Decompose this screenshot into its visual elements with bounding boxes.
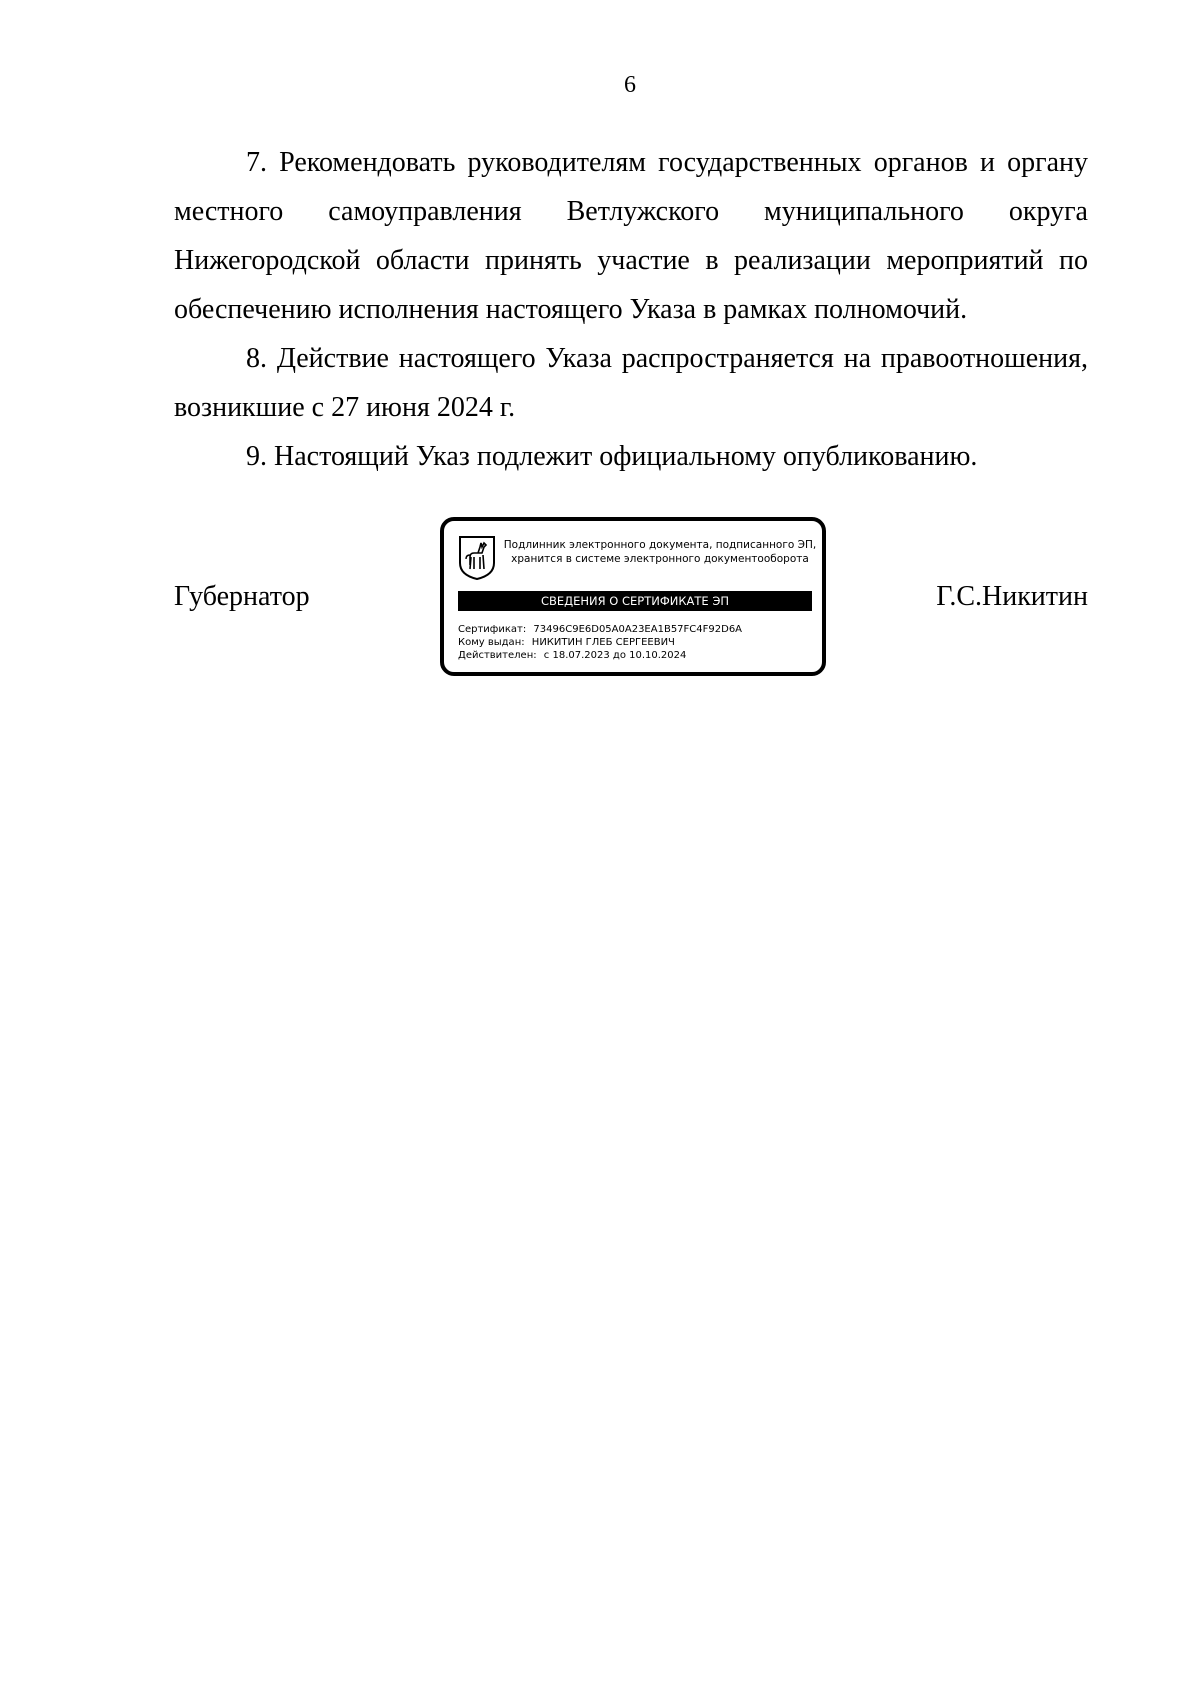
document-body bbox=[174, 138, 1088, 481]
nizhny-novgorod-deer-emblem-icon bbox=[458, 535, 496, 581]
certificate-value: 73496C9E6D05A0A23EA1B57FC4F92D6A bbox=[533, 624, 743, 635]
stamp-header-line-2: хранится в системе электронного документооборота bbox=[511, 553, 809, 565]
certificate-info-bar: СВЕДЕНИЯ О СЕРТИФИКАТЕ ЭП bbox=[458, 591, 812, 611]
certificate-label: Сертификат: bbox=[458, 624, 527, 635]
certificate-details bbox=[458, 623, 742, 662]
issued-to-label: Кому выдан: bbox=[458, 637, 525, 648]
paragraph-8: 8. Действие настоящего Указа распространяется на правоотношения, возникшие с 27 июня 2024 г. bbox=[174, 343, 1088, 423]
certificate-row bbox=[458, 623, 742, 636]
page-number: 6 bbox=[624, 72, 636, 98]
signature-block bbox=[0, 517, 1200, 680]
paragraph-9: 9. Настоящий Указ подлежит официальному опубликованию. bbox=[246, 441, 978, 472]
validity-row bbox=[458, 649, 742, 662]
signer-name: Г.С.Никитин bbox=[936, 581, 1088, 612]
validity-value: с 18.07.2023 до 10.10.2024 bbox=[543, 650, 687, 661]
stamp-header bbox=[500, 538, 820, 566]
paragraph-7: 7. Рекомендовать руководителям государственных органов и органу местного самоуправления Ветлужского муниципального округа Нижегородской области принять участие в реализации мероприятий по обеспечению исполнения настоящего Указа в рамках полномочий. bbox=[174, 147, 1088, 325]
validity-label: Действителен: bbox=[458, 650, 537, 661]
signer-position: Губернатор bbox=[174, 581, 310, 612]
issued-to-row bbox=[458, 636, 742, 649]
issued-to-value: НИКИТИН ГЛЕБ СЕРГЕЕВИЧ bbox=[531, 637, 675, 648]
electronic-signature-stamp bbox=[440, 517, 826, 676]
stamp-header-line-1: Подлинник электронного документа, подписанного ЭП, bbox=[503, 539, 817, 551]
